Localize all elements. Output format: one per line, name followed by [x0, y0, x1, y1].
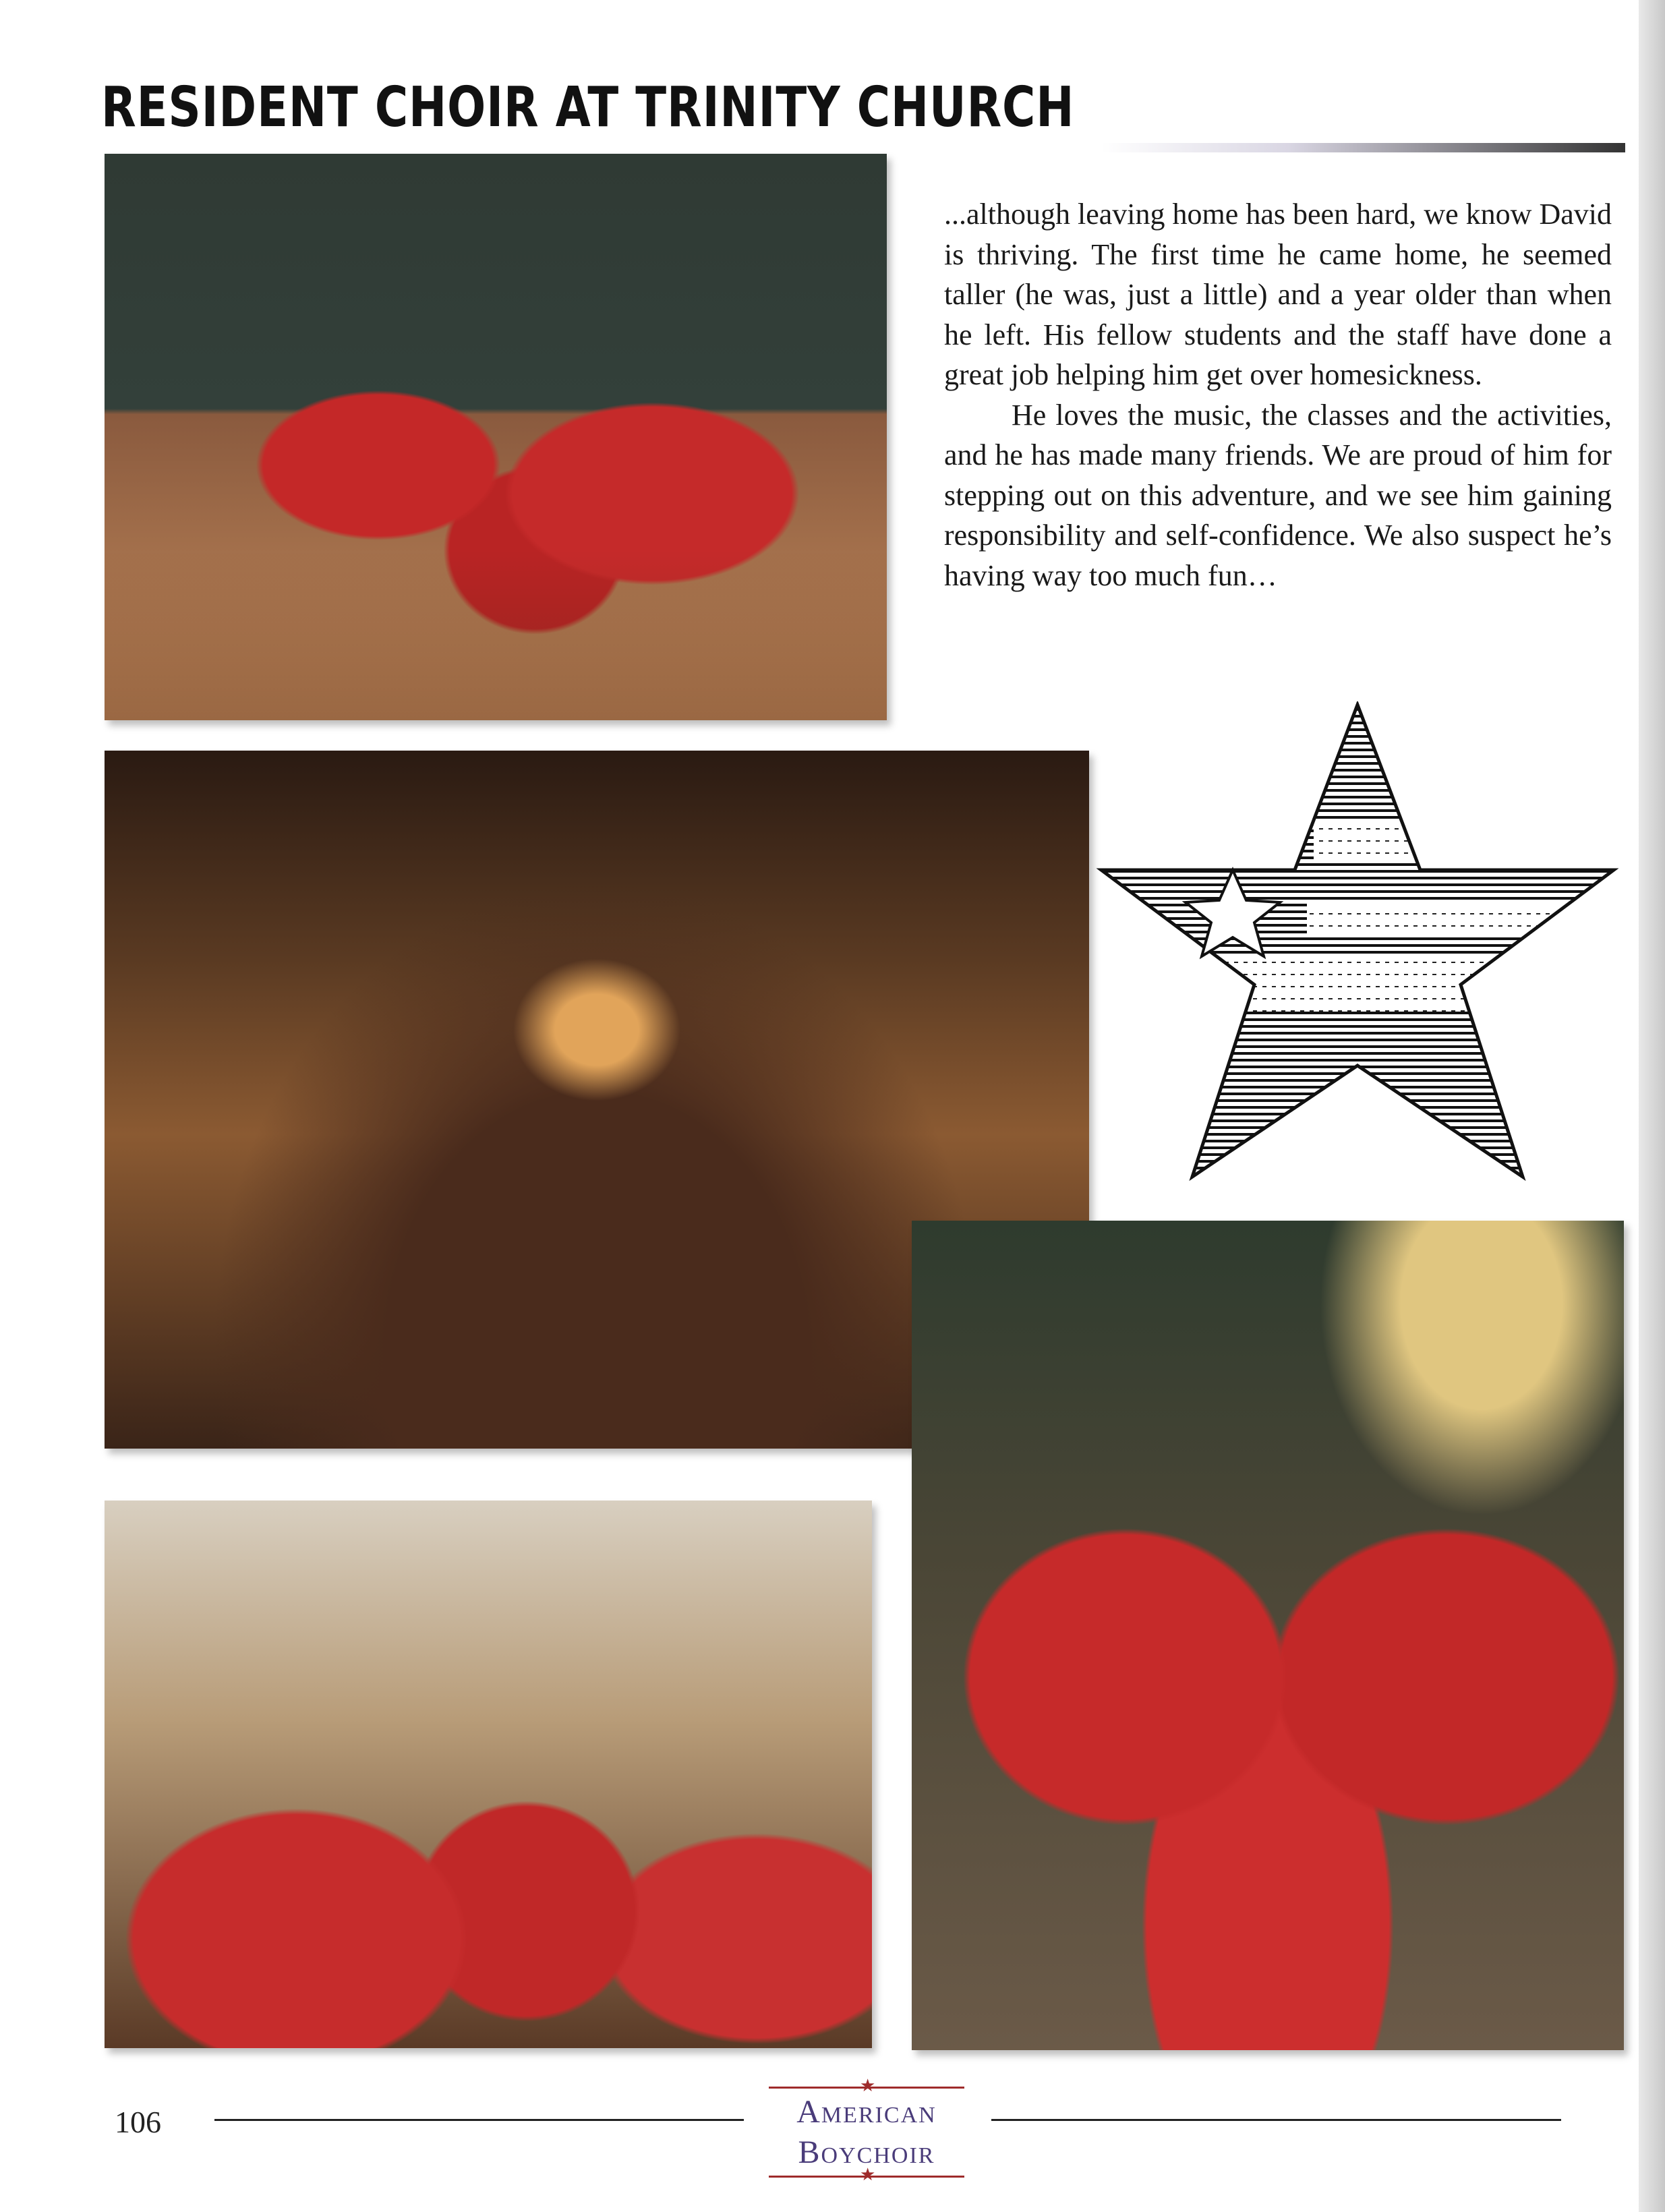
- photo-classroom-choir: [105, 154, 887, 720]
- engraved-star-icon: [1091, 701, 1624, 1187]
- footer-rule-left: [214, 2119, 744, 2121]
- footer-rule-right: [991, 2119, 1561, 2121]
- logo-line-1: American: [796, 2094, 937, 2130]
- logo-line-2: Boychoir: [798, 2134, 935, 2170]
- logo-star-bottom-icon: ★: [860, 2165, 876, 2185]
- page-edge: [1639, 0, 1665, 2212]
- page-number: 106: [115, 2105, 161, 2139]
- logo-star-icon: ★: [860, 2076, 876, 2096]
- paragraph-1: ...although leaving home has been hard, we know David is thriving. The first time he came home, he seemed taller (he was, just a little) and a year older than when he left. His fellow students and the staff have done a great job helping him get over homesickness.: [944, 198, 1612, 391]
- body-text: [944, 194, 1612, 595]
- photo-choir-singing-right: [912, 1221, 1624, 2050]
- photo-choir-singing-left: [105, 1501, 872, 2048]
- page-title: RESIDENT CHOIR AT TRINITY CHURCH: [101, 76, 1075, 140]
- title-rule: [877, 143, 1625, 152]
- paragraph-2: He loves the music, the classes and the activities, and he has made many friends. We are proud of him for stepping out on this adventure, and we see him gaining responsibility and self-confidence. We also suspect he’s having way too much fun…: [944, 398, 1612, 592]
- american-boychoir-logo: [755, 2076, 978, 2185]
